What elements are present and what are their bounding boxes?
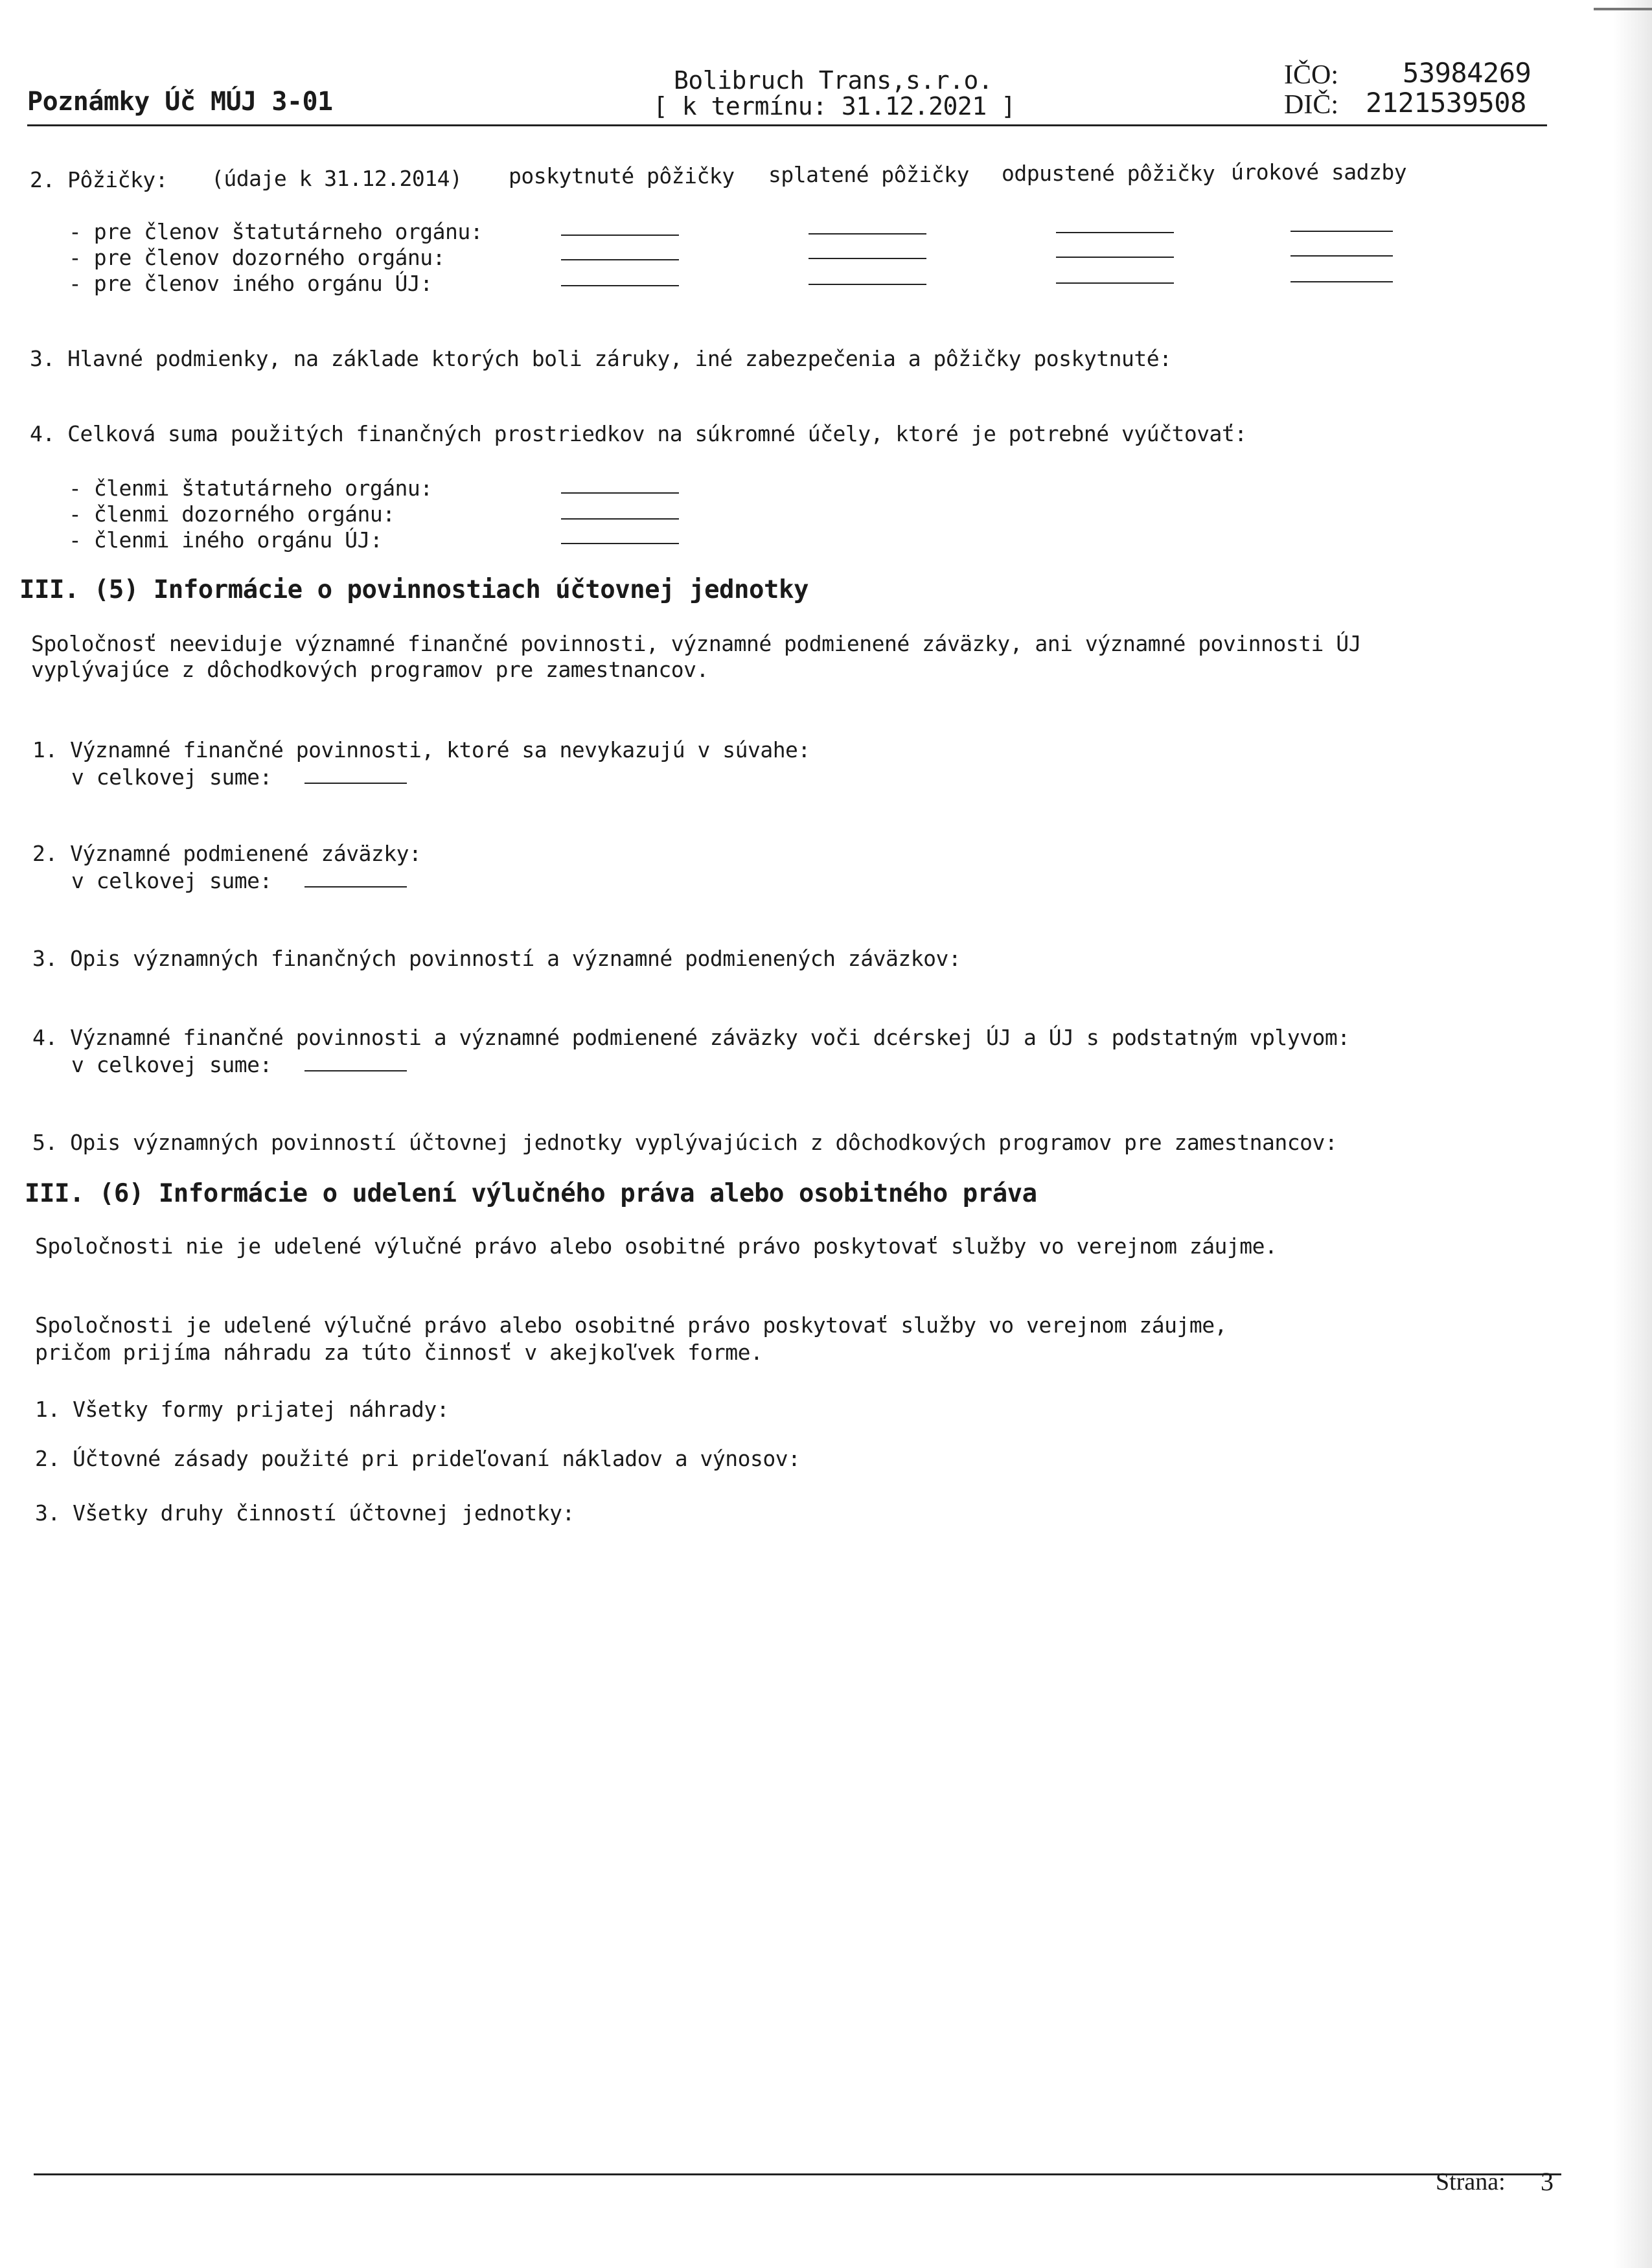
- section5-item1-sub: v celkovej sume:: [71, 764, 272, 790]
- item3-text: 3. Hlavné podmienky, na základe ktorých boli záruky, iné zabezpečenia a pôžičky poskytnuté:: [30, 346, 1172, 371]
- section5-item4-sub: v celkovej sume:: [71, 1052, 272, 1077]
- dic-value: 2121539508: [1366, 87, 1526, 119]
- section6-para2-line1: Spoločnosti je udelené výlučné právo alebo osobitné právo poskytovať služby vo verejnom záujme,: [35, 1312, 1227, 1338]
- loans-date-note: (údaje k 31.12.2014): [211, 166, 463, 191]
- section5-intro-line2: vyplývajúce z dôchodkových programov pre zamestnancov.: [31, 657, 709, 682]
- blank-line: [304, 886, 407, 888]
- page-label: Strana:: [1436, 2168, 1506, 2195]
- section5-heading: III. (5) Informácie o povinnostiach účtovnej jednotky: [19, 575, 809, 604]
- blank-line: [809, 233, 926, 235]
- blank-line: [809, 284, 926, 285]
- blank-line: [809, 258, 926, 259]
- form-title: Poznámky Úč MÚJ 3-01: [27, 87, 333, 117]
- item4-title: 4. Celková suma použitých finančných prostriedkov na súkromné účely, ktoré je potrebné vyúčtovať:: [30, 421, 1247, 446]
- loans-col-provided: poskytnuté pôžičky: [509, 163, 735, 189]
- section6-para1: Spoločnosti nie je udelené výlučné právo alebo osobitné právo poskytovať služby vo verejnom záujme.: [35, 1233, 1278, 1259]
- blank-line: [1056, 232, 1174, 233]
- loans-title: 2. Pôžičky:: [30, 167, 168, 192]
- ico-value: 53984269: [1403, 57, 1532, 89]
- blank-line: [561, 543, 679, 544]
- loans-col-repaid: splatené pôžičky: [768, 162, 969, 187]
- blank-line: [561, 235, 679, 236]
- blank-line: [304, 1070, 407, 1071]
- section5-item5-title: 5. Opis významných povinností účtovnej jednotky vyplývajúcich z dôchodkových programov pre zamestnancov:: [32, 1130, 1338, 1155]
- loans-row-other: - pre členov iného orgánu ÚJ:: [69, 271, 433, 296]
- item4-row-supervisory: - členmi dozorného orgánu:: [69, 501, 395, 527]
- section6-para2-line2: pričom prijíma náhradu za túto činnosť v akejkoľvek forme.: [35, 1340, 763, 1365]
- blank-line: [561, 492, 679, 494]
- blank-line: [304, 783, 407, 784]
- blank-line: [1291, 281, 1393, 282]
- page-scan-edge: [1613, 0, 1652, 2268]
- section6-item3: 3. Všetky druhy činností účtovnej jednotky:: [35, 1500, 575, 1526]
- section5-intro-line1: Spoločnosť neeviduje významné finančné povinnosti, významné podmienené záväzky, ani významné povinnosti ÚJ: [31, 631, 1361, 656]
- blank-line: [561, 285, 679, 286]
- section5-item2-sub: v celkovej sume:: [71, 868, 272, 893]
- item4-row-other: - členmi iného orgánu ÚJ:: [69, 527, 383, 553]
- section6-item1: 1. Všetky formy prijatej náhrady:: [35, 1397, 450, 1422]
- loans-row-supervisory: - pre členov dozorného orgánu:: [69, 245, 446, 270]
- loans-col-interest: úrokové sadzby: [1231, 159, 1407, 185]
- section5-item2-title: 2. Významné podmienené záväzky:: [32, 841, 422, 866]
- section5-item3-title: 3. Opis významných finančných povinností a významné podmienených záväzkov:: [32, 946, 961, 971]
- blank-line: [561, 259, 679, 260]
- loans-col-forgiven: odpustené pôžičky: [1002, 161, 1215, 186]
- item4-row-statutory: - členmi štatutárneho orgánu:: [69, 475, 433, 501]
- header-rule: [27, 124, 1547, 126]
- loans-row-statutory: - pre členov štatutárneho orgánu:: [69, 219, 483, 244]
- blank-line: [1056, 282, 1174, 284]
- footer-rule: [34, 2173, 1561, 2175]
- blank-line: [1291, 231, 1393, 232]
- page-number: 3: [1541, 2167, 1554, 2196]
- ico-label: IČO:: [1284, 60, 1338, 90]
- section6-item2: 2. Účtovné zásady použité pri prideľovaní nákladov a výnosov:: [35, 1446, 801, 1471]
- blank-line: [1056, 257, 1174, 258]
- section5-item1-title: 1. Významné finančné povinnosti, ktoré sa nevykazujú v súvahe:: [32, 737, 810, 762]
- page-scan-mark: [1594, 8, 1652, 10]
- blank-line: [1291, 255, 1393, 257]
- dic-label: DIČ:: [1284, 90, 1338, 120]
- company-name: Bolibruch Trans,s.r.o.: [674, 66, 993, 95]
- section6-heading: III. (6) Informácie o udelení výlučného práva alebo osobitného práva: [25, 1179, 1037, 1208]
- report-period: [ k termínu: 31.12.2021 ]: [653, 92, 1016, 120]
- section5-item4-title: 4. Významné finančné povinnosti a významné podmienené záväzky voči dcérskej ÚJ a ÚJ s podstatným vplyvom:: [32, 1025, 1350, 1050]
- blank-line: [561, 518, 679, 520]
